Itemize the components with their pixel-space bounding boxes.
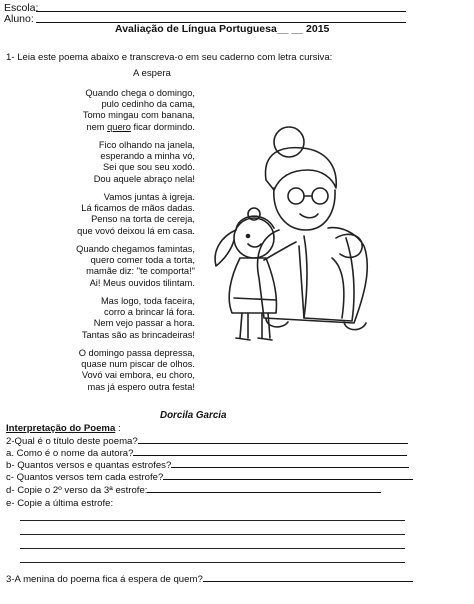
question-e-text: e- Copie a última estrofe: <box>6 498 114 509</box>
page-title: Avaliação de Língua Portuguesa__ __ 2015 <box>115 23 330 35</box>
question-b-text: b- Quantos versos e quantas estrofes? <box>6 460 172 471</box>
grandma-apron <box>304 236 354 321</box>
verse: Quando chegamos famintas, <box>76 244 195 254</box>
verse: O domingo passa depressa, <box>78 348 195 358</box>
answer-line[interactable] <box>163 479 413 480</box>
girl-shoes <box>236 338 272 340</box>
hair-bun-shape <box>274 127 304 157</box>
answer-line[interactable] <box>203 581 413 582</box>
question-3-text: 3-A menina do poema fica á espera de quem? <box>6 574 203 585</box>
answer-line[interactable] <box>20 534 405 535</box>
verse: Fico olhando na janela, <box>98 140 195 150</box>
verse: Lá ficamos de mãos dadas. <box>81 203 195 214</box>
verse: esperando a minha vó, <box>100 151 195 162</box>
question-d-text: d- Copie o 2º verso da 3ª estrofe: <box>6 485 148 496</box>
interpretation-heading <box>6 423 121 434</box>
stanza-1 <box>30 88 195 133</box>
verse: quase num piscar de olhos. <box>81 359 195 370</box>
answer-line[interactable] <box>20 562 405 563</box>
girl-eye <box>247 235 250 238</box>
student-label: Aluno: <box>4 13 34 25</box>
verse: que vovó deixou lá em casa. <box>77 225 195 236</box>
verse: Dou aquele abraço nela! <box>93 173 195 184</box>
question-c <box>6 472 413 483</box>
girl-head <box>234 218 274 258</box>
verse: Ai! Meus ouvidos tilintam. <box>89 277 195 288</box>
verse: Penso na torta de cereja, <box>91 214 195 225</box>
girl-dress <box>229 258 276 313</box>
verse: corro a brincar lá fora. <box>104 307 195 318</box>
grandmother-hugging-girl-illustration <box>204 118 409 353</box>
verse: quero comer toda a torta, <box>90 255 195 266</box>
verse: Tomo mingau com banana, <box>82 110 195 121</box>
verse: Quando chega o domingo, <box>85 88 195 98</box>
interpretation-heading-text: Interpretação do Poema <box>6 423 116 434</box>
stanza-4 <box>30 244 195 289</box>
glasses-right <box>312 188 328 204</box>
girl-pigtail <box>215 230 236 266</box>
grandma-hair <box>265 148 336 190</box>
underlined-word: quero <box>107 121 131 132</box>
stanza-3 <box>30 192 195 237</box>
grandma-smile <box>300 214 318 218</box>
poem-author: Dorcila Garcia <box>160 410 227 421</box>
answer-line[interactable] <box>20 520 405 521</box>
answer-line[interactable] <box>133 455 407 456</box>
answer-line[interactable] <box>20 548 405 549</box>
answer-line[interactable] <box>147 492 381 493</box>
girl-leg <box>240 313 248 338</box>
question-b <box>6 460 409 471</box>
question-c-text: c- Quantos versos tem cada estrofe? <box>6 472 164 483</box>
question-a-text: a. Como é o nome da autora? <box>6 448 134 459</box>
interpretation-heading-colon: : <box>115 423 121 434</box>
verse: Vamos juntas à igreja. <box>103 192 195 202</box>
dress-fold <box>299 246 304 318</box>
stanza-6 <box>30 348 195 393</box>
verse: Vovó vai embora, eu choro, <box>81 370 195 381</box>
poem-title: A espera <box>133 68 171 79</box>
verse: mas já espero outra festa! <box>87 381 195 392</box>
question-2-text: 2-Qual é o título deste poema? <box>6 436 138 447</box>
verse: nem quero ficar dormindo. <box>86 121 195 132</box>
answer-line[interactable] <box>138 443 408 444</box>
question-a <box>6 448 407 459</box>
poem <box>30 88 195 400</box>
stanza-2 <box>30 140 195 185</box>
verse: Nem vejo passar a hora. <box>93 318 195 329</box>
dress-fold <box>332 258 344 318</box>
question-3 <box>6 574 413 585</box>
school-line[interactable] <box>36 11 406 12</box>
stanza-5 <box>30 296 195 341</box>
question-2 <box>6 436 408 447</box>
verse: pulo cedinho da cama, <box>101 99 195 110</box>
school-label: Escola: <box>4 2 39 14</box>
glasses-left <box>288 188 304 204</box>
answer-line[interactable] <box>171 467 409 468</box>
verse: Tantas são as brincadeiras! <box>81 329 195 340</box>
verse: Sei que sou seu xodó. <box>102 162 195 173</box>
question-e <box>6 498 113 509</box>
girl-smile <box>248 244 261 247</box>
verse: mamãe diz: "te comporta!" <box>86 266 195 277</box>
dress-hem-detail <box>234 298 276 300</box>
question-1: 1- Leia este poema abaixo e transcreva-o em seu caderno com letra cursiva: <box>6 52 333 63</box>
question-d <box>6 485 381 496</box>
verse: Mas logo, toda faceira, <box>100 296 195 306</box>
